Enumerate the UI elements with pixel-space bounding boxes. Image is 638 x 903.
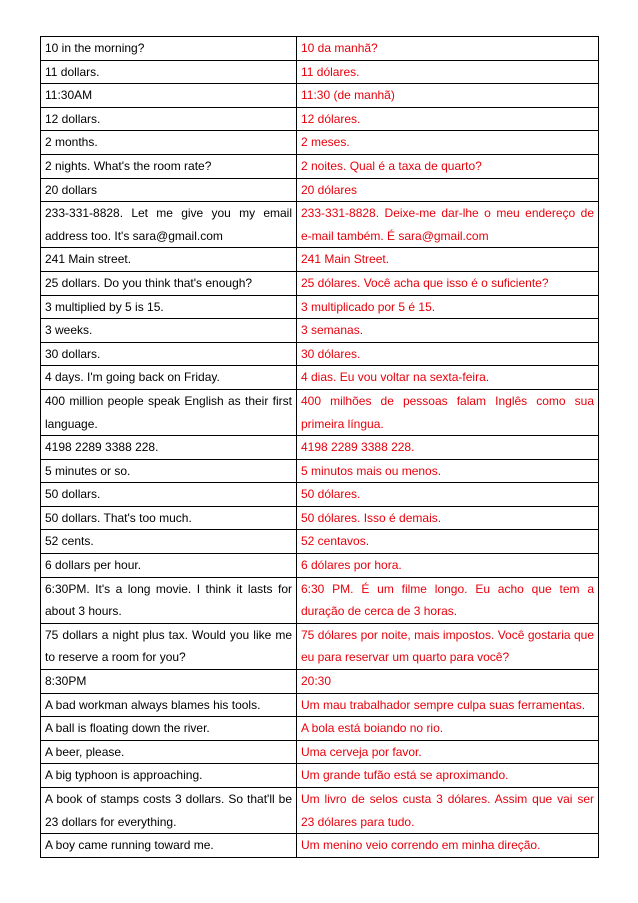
- portuguese-translation-cell: Um grande tufão está se aproximando.: [297, 764, 599, 788]
- english-sentence-cell: 75 dollars a night plus tax. Would you like me to reserve a room for you?: [41, 623, 297, 669]
- english-sentence-cell: 10 in the morning?: [41, 37, 297, 61]
- portuguese-translation-cell: 30 dólares.: [297, 342, 599, 366]
- table-row: [41, 436, 599, 460]
- portuguese-translation-cell: 12 dólares.: [297, 107, 599, 131]
- english-sentence-cell: 233-331-8828. Let me give you my email address too. It's sara@gmail.com: [41, 202, 297, 248]
- table-row: [41, 506, 599, 530]
- english-sentence-cell: 30 dollars.: [41, 342, 297, 366]
- english-sentence-cell: 4198 2289 3388 228.: [41, 436, 297, 460]
- portuguese-translation-cell: 2 noites. Qual é a taxa de quarto?: [297, 154, 599, 178]
- table-row: [41, 178, 599, 202]
- portuguese-translation-cell: 50 dólares.: [297, 483, 599, 507]
- english-sentence-cell: A beer, please.: [41, 740, 297, 764]
- table-row: [41, 623, 599, 669]
- portuguese-translation-cell: 3 multiplicado por 5 é 15.: [297, 295, 599, 319]
- portuguese-translation-cell: 400 milhões de pessoas falam Inglês como sua primeira língua.: [297, 389, 599, 435]
- portuguese-translation-cell: Um livro de selos custa 3 dólares. Assim que vai ser 23 dólares para tudo.: [297, 788, 599, 834]
- table-row: [41, 717, 599, 741]
- portuguese-translation-cell: 25 dólares. Você acha que isso é o suficiente?: [297, 271, 599, 295]
- english-sentence-cell: 11:30AM: [41, 84, 297, 108]
- english-sentence-cell: 5 minutes or so.: [41, 459, 297, 483]
- table-row: [41, 107, 599, 131]
- table-row: [41, 60, 599, 84]
- english-sentence-cell: A ball is floating down the river.: [41, 717, 297, 741]
- table-row: [41, 295, 599, 319]
- english-sentence-cell: 3 multiplied by 5 is 15.: [41, 295, 297, 319]
- table-row: [41, 577, 599, 623]
- english-sentence-cell: 2 months.: [41, 131, 297, 155]
- english-sentence-cell: 8:30PM: [41, 670, 297, 694]
- translation-table: [40, 36, 599, 858]
- english-sentence-cell: A book of stamps costs 3 dollars. So that'll be 23 dollars for everything.: [41, 788, 297, 834]
- english-sentence-cell: 241 Main street.: [41, 248, 297, 272]
- english-sentence-cell: 400 million people speak English as their first language.: [41, 389, 297, 435]
- table-row: [41, 693, 599, 717]
- portuguese-translation-cell: A bola está boiando no rio.: [297, 717, 599, 741]
- english-sentence-cell: 25 dollars. Do you think that's enough?: [41, 271, 297, 295]
- table-row: [41, 319, 599, 343]
- table-row: [41, 342, 599, 366]
- table-row: [41, 834, 599, 858]
- portuguese-translation-cell: 20:30: [297, 670, 599, 694]
- english-sentence-cell: 12 dollars.: [41, 107, 297, 131]
- portuguese-translation-cell: 75 dólares por noite, mais impostos. Você gostaria que eu para reservar um quarto para você?: [297, 623, 599, 669]
- portuguese-translation-cell: 4198 2289 3388 228.: [297, 436, 599, 460]
- table-row: [41, 459, 599, 483]
- table-row: [41, 131, 599, 155]
- english-sentence-cell: 6 dollars per hour.: [41, 554, 297, 578]
- portuguese-translation-cell: 20 dólares: [297, 178, 599, 202]
- english-sentence-cell: 52 cents.: [41, 530, 297, 554]
- table-row: [41, 530, 599, 554]
- table-row: [41, 554, 599, 578]
- table-row: [41, 670, 599, 694]
- english-sentence-cell: A boy came running toward me.: [41, 834, 297, 858]
- portuguese-translation-cell: 52 centavos.: [297, 530, 599, 554]
- portuguese-translation-cell: 10 da manhã?: [297, 37, 599, 61]
- portuguese-translation-cell: Um menino veio correndo em minha direção.: [297, 834, 599, 858]
- table-row: [41, 483, 599, 507]
- table-row: [41, 37, 599, 61]
- table-row: [41, 271, 599, 295]
- table-row: [41, 154, 599, 178]
- table-row: [41, 202, 599, 248]
- table-row: [41, 366, 599, 390]
- english-sentence-cell: 2 nights. What's the room rate?: [41, 154, 297, 178]
- table-row: [41, 764, 599, 788]
- portuguese-translation-cell: 4 dias. Eu vou voltar na sexta-feira.: [297, 366, 599, 390]
- portuguese-translation-cell: 233-331-8828. Deixe-me dar-lhe o meu endereço de e-mail também. É sara@gmail.com: [297, 202, 599, 248]
- portuguese-translation-cell: 11:30 (de manhã): [297, 84, 599, 108]
- english-sentence-cell: A big typhoon is approaching.: [41, 764, 297, 788]
- portuguese-translation-cell: 11 dólares.: [297, 60, 599, 84]
- portuguese-translation-cell: 50 dólares. Isso é demais.: [297, 506, 599, 530]
- portuguese-translation-cell: Um mau trabalhador sempre culpa suas ferramentas.: [297, 693, 599, 717]
- english-sentence-cell: A bad workman always blames his tools.: [41, 693, 297, 717]
- table-row: [41, 248, 599, 272]
- portuguese-translation-cell: 5 minutos mais ou menos.: [297, 459, 599, 483]
- table-row: [41, 788, 599, 834]
- portuguese-translation-cell: 2 meses.: [297, 131, 599, 155]
- table-row: [41, 84, 599, 108]
- english-sentence-cell: 6:30PM. It's a long movie. I think it lasts for about 3 hours.: [41, 577, 297, 623]
- translation-table-body: [41, 37, 599, 858]
- english-sentence-cell: 4 days. I'm going back on Friday.: [41, 366, 297, 390]
- table-row: [41, 740, 599, 764]
- portuguese-translation-cell: 6:30 PM. É um filme longo. Eu acho que tem a duração de cerca de 3 horas.: [297, 577, 599, 623]
- portuguese-translation-cell: 6 dólares por hora.: [297, 554, 599, 578]
- portuguese-translation-cell: 3 semanas.: [297, 319, 599, 343]
- table-row: [41, 389, 599, 435]
- english-sentence-cell: 20 dollars: [41, 178, 297, 202]
- portuguese-translation-cell: 241 Main Street.: [297, 248, 599, 272]
- english-sentence-cell: 50 dollars. That's too much.: [41, 506, 297, 530]
- english-sentence-cell: 50 dollars.: [41, 483, 297, 507]
- english-sentence-cell: 11 dollars.: [41, 60, 297, 84]
- english-sentence-cell: 3 weeks.: [41, 319, 297, 343]
- portuguese-translation-cell: Uma cerveja por favor.: [297, 740, 599, 764]
